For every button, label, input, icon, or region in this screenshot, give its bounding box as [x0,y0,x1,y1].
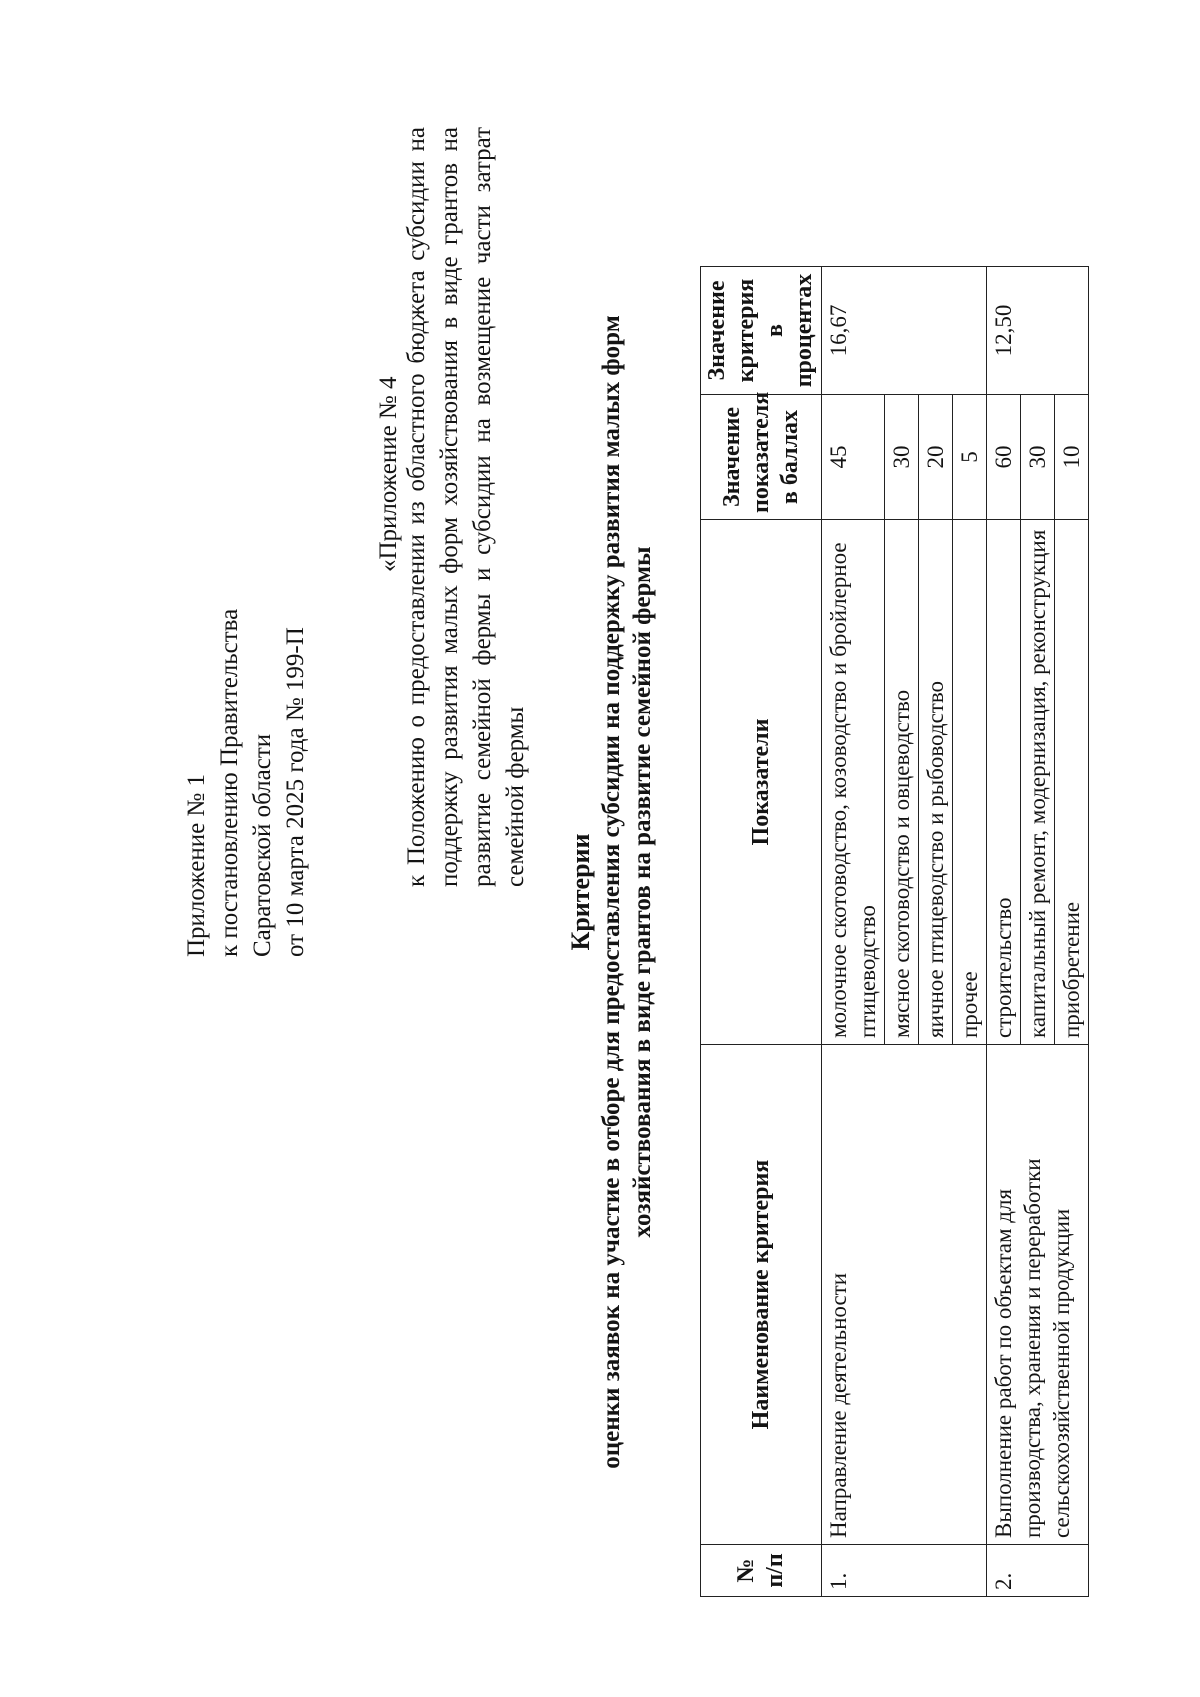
indicator-cell: капитальный ремонт, модернизация, реконструкция [1021,520,1055,1045]
document-title [565,207,658,1577]
row-num: 1. [822,1545,987,1597]
appendix-1-line: Приложение № 1 [183,773,210,957]
table-row [987,267,1021,1597]
row-num: 2. [987,1545,1089,1597]
points-cell: 30 [1021,395,1055,520]
header-criterion-name: Наименование критерия [701,1045,822,1545]
indicator-cell: строительство [987,520,1021,1045]
points-cell: 60 [987,395,1021,520]
header-percent: Значение критерия в процентах [701,267,822,395]
appendix-1-header [180,437,312,957]
criteria-table [700,266,1089,1597]
points-cell: 45 [822,395,885,520]
appendix-1-line: от 10 марта 2025 года № 199-П [282,627,309,957]
points-cell: 10 [1055,395,1089,520]
header-points: Значение показателя в баллах [701,395,822,520]
appendix-4-heading: «Приложение № 4 [375,376,402,572]
criterion-name: Выполнение работ по объектам для производства, хранения и переработки сельскохозяйственной продукции [987,1045,1089,1545]
header-num: № п/п [701,1545,822,1597]
points-cell: 5 [953,395,987,520]
indicator-cell: прочее [953,520,987,1045]
title-line: Критерии [566,833,595,951]
header-indicators: Показатели [701,520,822,1045]
percent-cell: 16,67 [822,267,987,395]
table-row [822,267,885,1597]
title-line: оценки заявок на участие в отборе для предоставления субсидии на поддержку развития малых форм [598,315,625,1469]
points-cell: 20 [919,395,953,520]
indicator-cell: мясное скотоводство и овцеводство [885,520,919,1045]
appendix-1-line: к постановлению Правительства [216,608,243,957]
table-header-row [701,267,822,1597]
indicator-cell: молочное скотоводство, козоводство и бройлерное птицеводство [822,520,885,1045]
title-line: хозяйствования в виде грантов на развитие семейной фермы [629,546,656,1238]
criterion-name: Направление деятельности [822,1045,987,1545]
points-cell: 30 [885,395,919,520]
indicator-cell: яичное птицеводство и рыбоводство [919,520,953,1045]
appendix-4-regulation-text: к Положению о предоставлении из областного бюджета субсидии на поддержку развития малых форм хозяйствования в виде грантов на развитие семейной фермы и субсидии на возмещение части затрат семейной фермы [403,127,529,887]
indicator-cell: приобретение [1055,520,1089,1045]
percent-cell: 12,50 [987,267,1089,395]
appendix-1-line: Саратовской области [249,733,276,957]
